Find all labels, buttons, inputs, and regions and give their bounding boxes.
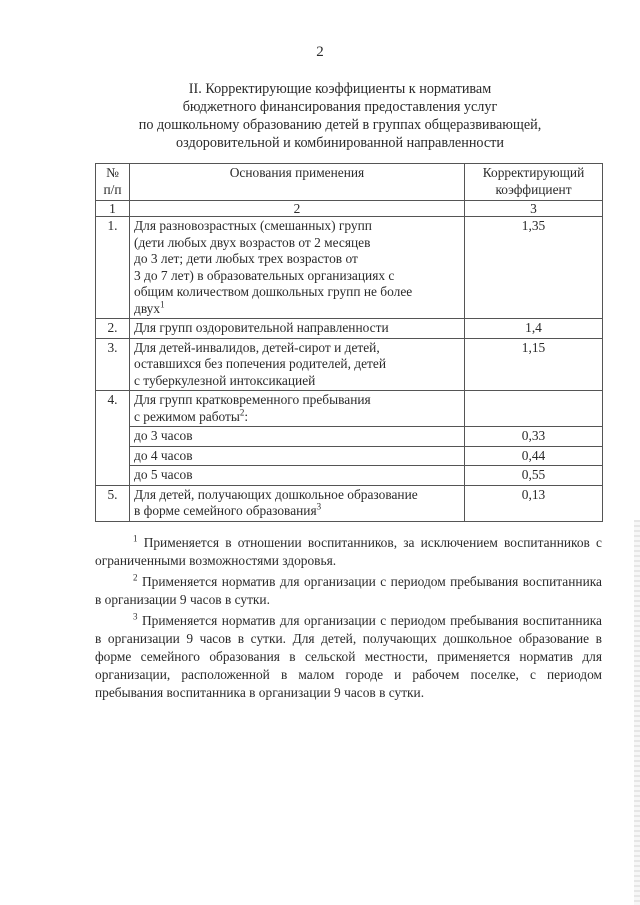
footnote-ref: 1 — [160, 299, 165, 310]
table-row — [96, 338, 603, 391]
footnote: $^2$ Применяется норматив для организации с периодом пребывания воспитанника в организации 9 часов в сутки. — [95, 572, 602, 607]
row-num: 3. — [96, 338, 130, 391]
header-basis: Основания применения — [130, 164, 465, 201]
row-coef: 1,15 — [465, 338, 603, 391]
footnote-ref: 2 — [239, 407, 245, 418]
footnote: $^3$ Применяется норматив для организации с периодом пребывания воспитанника в организации 9 часов в сутки. Для детей, получающих дошкольное образование в форме семейного образования в сельской местности, применяется норматив для организации, расположенной в малом городе и рабочем поселке, с периодом пребывания воспитанника в организации 9 часов в сутки. — [95, 611, 602, 700]
section-title — [110, 80, 570, 152]
footnote-mark: 1 — [133, 533, 138, 544]
header-coef: Корректирующий коэффициент — [465, 164, 603, 201]
row-coef-empty — [465, 391, 603, 427]
row-basis: Для разновозрастных (смешанных) групп (дети любых двух возрастов от 2 месяцев до 3 лет; дети любых трех возрастов от 3 до 7 лет) в образовательных организациях с общим количеством дошкольных групп не более двух$^1$ — [130, 217, 465, 319]
row-coef: 1,35 — [465, 217, 603, 319]
table-subrow — [96, 427, 603, 447]
subrow-coef: 0,44 — [465, 446, 603, 466]
index-cell: 3 — [465, 201, 603, 217]
table-row — [96, 391, 603, 427]
title-line: бюджетного финансирования предоставления услуг — [182, 99, 498, 115]
title-line: по дошкольному образованию детей в группах общеразвивающей, — [138, 117, 542, 133]
row-basis: Для детей, получающих дошкольное образование в форме семейного образования$^3$ — [130, 485, 465, 521]
table-row — [96, 217, 603, 319]
index-cell: 1 — [96, 201, 130, 217]
subrow-label: до 5 часов — [130, 466, 465, 486]
header-num: № п/п — [96, 164, 130, 201]
row-basis: Для групп кратковременного пребывания с режимом работы$^2$: — [130, 391, 465, 427]
footnote-mark: 3 — [133, 611, 138, 622]
scan-edge-artifact — [634, 520, 640, 905]
table-header-row — [96, 164, 603, 201]
footnote-ref: 3 — [316, 501, 322, 512]
footnote-mark: 2 — [133, 572, 138, 583]
row-basis: Для детей-инвалидов, детей-сирот и детей, оставшихся без попечения родителей, детей с туберкулезной интоксикацией — [130, 338, 465, 391]
index-cell: 2 — [130, 201, 465, 217]
table-subrow — [96, 446, 603, 466]
row-basis: Для групп оздоровительной направленности — [130, 319, 465, 339]
row-coef: 1,4 — [465, 319, 603, 339]
coefficients-table — [95, 163, 603, 522]
subrow-label: до 3 часов — [130, 427, 465, 447]
footnotes — [95, 534, 602, 705]
row-num: 1. — [96, 217, 130, 319]
subrow-coef: 0,33 — [465, 427, 603, 447]
row-num: 5. — [96, 485, 130, 521]
title-line: оздоровительной и комбинированной направленности — [176, 135, 504, 151]
subrow-label: до 4 часов — [130, 446, 465, 466]
row-num: 4. — [96, 391, 130, 486]
subrow-coef: 0,55 — [465, 466, 603, 486]
row-coef: 0,13 — [465, 485, 603, 521]
footnote: $^1$ Применяется в отношении воспитанников, за исключением воспитанников с ограниченными возможностями здоровья. — [95, 533, 602, 568]
page-number: 2 — [316, 44, 324, 60]
title-line: II. Корректирующие коэффициенты к нормативам — [188, 81, 492, 97]
table-index-row — [96, 201, 603, 217]
row-num: 2. — [96, 319, 130, 339]
table-subrow — [96, 466, 603, 486]
table-row — [96, 485, 603, 521]
table-row — [96, 319, 603, 339]
